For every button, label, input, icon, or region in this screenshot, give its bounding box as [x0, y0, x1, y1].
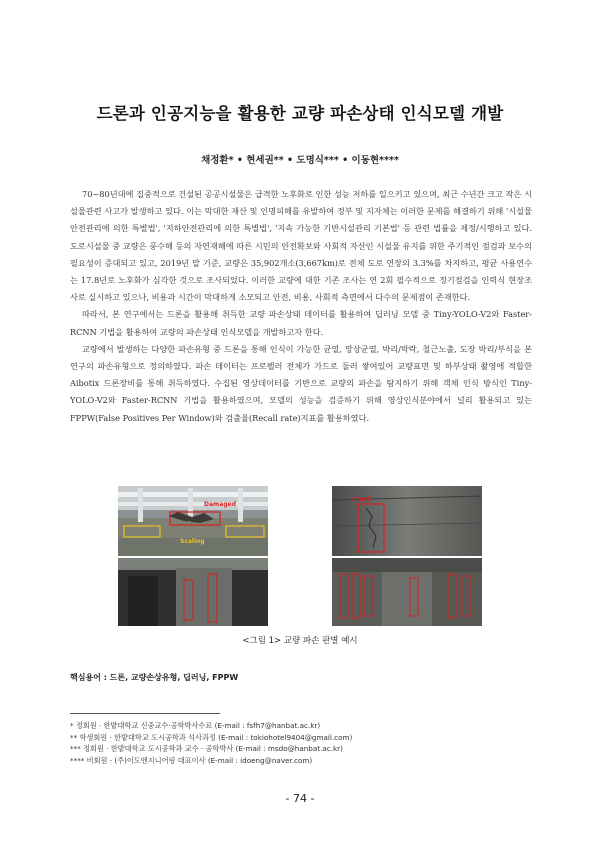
- label-damaged: Damaged: [204, 501, 236, 508]
- footnote-2: ** 학생회원 · 한밭대학교 도시공학과 석사과정 (E-mail : tokiohotel9404@gmail.com): [70, 732, 353, 742]
- footnote-3: *** 정회원 · 한밭대학교 도시공학과 교수 · 공학박사 (E-mail : msdo@hanbat.ac.kr): [70, 744, 343, 753]
- photo-bridge-pier-graphic: [118, 558, 268, 626]
- figure-caption: <그림 1> 교량 파손 판별 예시: [242, 636, 358, 646]
- photo-bridge-pier: [118, 558, 268, 626]
- photo-bridge-railing: [118, 486, 268, 556]
- photo-pier-faces: [332, 558, 482, 626]
- label-crack: Crack: [352, 496, 371, 503]
- paragraph-2: 따라서, 본 연구에서는 드론을 활용해 취득한 교량 파손상태 데이터를 활용하여 딥러닝 모델 중 Tiny-YOLO-V2와 Faster-RCNN 기법을 활용하여 교량의 파손상태 인식모델을 개발하고자 한다.: [70, 309, 532, 337]
- paragraph-1: 70~80년대에 집중적으로 건설된 공공시설물은 급격한 노후화로 인한 성능 저하를 일으키고 있으며, 최근 수년간 크고 작은 시설물관련 사고가 발생하고 있다. 이는 막대한 재산 및 인명피해를 유발하여 정부 및 지자체는 이러한 문제를 해결하기 위해 '시설물 안전관리에 의한 특별법', '지하안전관리에 의한 특별법', '지속 가능한 기반시설관리 기본법' 등 관련 법률을 제정/시행하고 있다. 도로시설물 중 교량은 풍수해 등의 자연재해에 따른 시민의 안전확보와 사회적 자산인 시설물 유지를 위한 주기적인 점검과 보수의 필요성이 증대되고 있고, 2019년 말 기준, 교량은 35,902개소(3,667km)로 전체 도로 연장의 3.3%를 차지하고, 평균 사용연수는 17.8년로 노후화가 심각한 것으로 조사되었다. 이러한 교량에 대한 기존 조사는 연 2회 필수적으로 정기점검을 인력식 현장조사로 실시하고 있으나, 비용과 시간이 막대하게 소모되고 안전, 비용, 사회적 측면에서 다수의 문제점이 존재한다.: [70, 189, 532, 303]
- footnote-divider: [70, 713, 220, 714]
- photo-bridge-railing-graphic: [118, 486, 268, 556]
- photo-pier-faces-graphic: [332, 558, 482, 626]
- keywords: 핵심용어 : 드론, 교량손상유형, 딥러닝, FPPW: [70, 673, 239, 682]
- photo-crack-surface: [332, 486, 482, 556]
- author-line: 채정환* • 현세권** • 도명식*** • 이동현****: [201, 155, 399, 166]
- footnotes: [70, 720, 352, 766]
- paragraph-3: 교량에서 발생하는 다양한 파손유형 중 드론을 통해 인식이 가능한 균열, 망상균열, 박리/박락, 철근노출, 도장 박리/부식을 본 연구의 파손유형으로 정의하였다. 파손 데이터는 프로펠러 전체가 가드로 둘러 쌓여있어 교량표면 및 하부상태 촬영에 적합한 Aibotix 드론장비를 통해 취득하였다. 수집된 영상데이터를 기반으로 교량의 파손을 탐지하기 위해 객체 인식 방식인 Tiny-YOLO-V2와 Faster-RCNN 기법을 활용하였으며, 모델의 성능을 검증하기 위해 영상인식분야에서 널리 활용되고 있는 FPPW(False Positives Per Window)와 검출율(Recall rate)지표를 활용하였다.: [70, 343, 532, 423]
- label-scaling: Scaling: [180, 538, 205, 545]
- page-number: - 74 -: [285, 792, 315, 805]
- abstract-body: [70, 186, 532, 427]
- footnote-1: * 정회원 · 한밭대학교 신중교수·공학박사수료 (E-mail : fsfh7@hanbat.ac.kr): [70, 721, 321, 730]
- paper-title: 드론과 인공지능을 활용한 교량 파손상태 인식모델 개발: [96, 104, 504, 123]
- footnote-4: **** 비회원 · (주)이도엔지니어링 대표이사 (E-mail : idoeng@naver.com): [70, 755, 313, 765]
- figure-1: [118, 486, 482, 626]
